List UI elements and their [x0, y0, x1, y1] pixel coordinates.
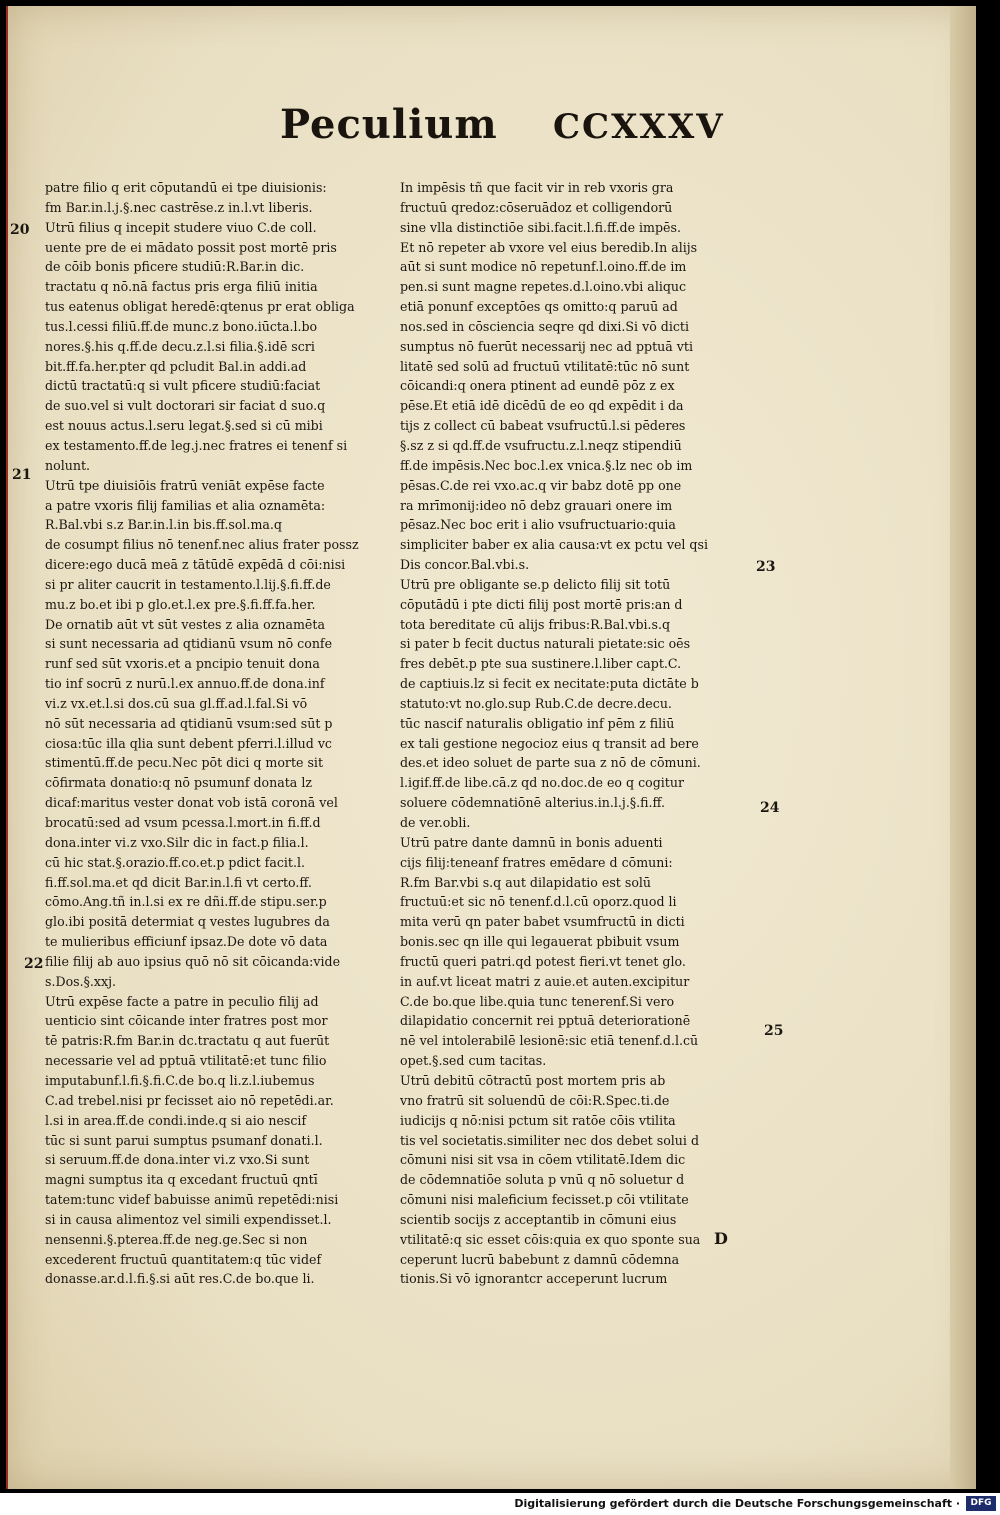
- left-text-column: [45, 178, 405, 1289]
- left-column-line: s.Dos.§.xxj.: [45, 973, 117, 989]
- right-column-line: pēse.Et etiā idē dicēdū de eo qd expēdit i da: [400, 398, 684, 414]
- right-column-line: iudicijs q nō:nisi pctum sit ratōe cōis vtilita: [400, 1112, 676, 1128]
- left-column-line: patre filio q erit cōputandū ei tpe diuisionis:: [45, 180, 327, 195]
- right-column-line: tota bereditate cū alijs fribus:R.Bal.vbi.s.q: [400, 616, 671, 632]
- right-column-line: de cōdemnatiōe soluta p vnū q nō soluetur d: [400, 1172, 685, 1188]
- right-column-line: litatē sed solū ad fructuū vtilitatē:tūc nō sunt: [400, 358, 690, 374]
- right-column-line: §.sz z si qd.ff.de vsufructu.z.l.neqz stipendiū: [400, 437, 682, 453]
- margin-number-23: 23: [756, 559, 776, 575]
- right-column-line: l.igif.ff.de libe.cā.z qd no.doc.de eo q cogitur: [400, 775, 684, 791]
- margin-number-25: 25: [764, 1023, 784, 1039]
- right-column-line: aūt si sunt modice nō repetunf.l.oino.ff.de im: [400, 259, 687, 275]
- left-column-line: de cosumpt filius nō tenenf.nec alius frater possz: [45, 537, 359, 553]
- left-column-line: a patre vxoris filij familias et alia oznamēta:: [45, 497, 326, 513]
- left-column-line: donasse.ar.d.l.fi.§.si aūt res.C.de bo.que li.: [45, 1271, 315, 1287]
- right-column-line: Et nō repeter ab vxore vel eius beredib.In alijs: [400, 239, 698, 255]
- right-column-line: vno fratrū sit soluendū de cōi:R.Spec.ti.de: [400, 1092, 670, 1108]
- right-column-line: fructuū:et sic nō tenenf.d.l.cū oporz.quod li: [400, 894, 677, 910]
- right-column-line: pēsaz.Nec boc erit i alio vsufructuario:quia: [400, 517, 676, 533]
- right-column-line: R.fm Bar.vbi s.q aut dilapidatio est solū: [400, 874, 652, 890]
- right-column-line: tis vel societatis.similiter nec dos debet solui d: [400, 1132, 700, 1148]
- left-column-line: mu.z bo.et ibi p glo.et.l.ex pre.§.fi.ff.fa.her.: [45, 596, 316, 612]
- right-column-line: tionis.Si vō ignorantcr acceperunt lucrum: [400, 1271, 668, 1287]
- margin-number-22: 22: [24, 956, 44, 972]
- right-column-line: opet.§.sed cum tacitas.: [400, 1053, 547, 1069]
- right-column-line: C.de bo.que libe.quia tunc tenerenf.Si vero: [400, 993, 675, 1009]
- signature-mark: D: [714, 1229, 728, 1248]
- left-column-line: cōfirmata donatio:q nō psumunf donata lz: [45, 775, 312, 791]
- right-column-line: cōputādū i pte dicti filij post mortē pris:an d: [400, 596, 683, 612]
- left-column-line: de cōib bonis pficere studiū:R.Bar.in dic.: [45, 259, 305, 275]
- left-column-line: Utrū filius q incepit studere viuo C.de coll.: [45, 219, 317, 235]
- left-column-line: si in causa alimentoz vel simili expendisset.l.: [45, 1211, 332, 1227]
- right-column-line: nē vel intolerabilē lesionē:sic etiā tenenf.d.l.cū: [400, 1033, 699, 1049]
- left-column-line: ciosa:tūc illa qlia sunt debent pferri.l.illud vc: [45, 735, 332, 751]
- right-column-line: sine vlla distinctiōe sibi.facit.l.fi.ff.de impēs.: [400, 219, 681, 235]
- right-column-line: cōicandi:q onera ptinent ad eundē pōz z ex: [400, 378, 675, 394]
- left-column-line: ex testamento.ff.de leg.j.nec fratres ei tenenf si: [45, 437, 348, 453]
- left-column-line: Utrū tpe diuisiōis fratrū veniāt expēse facte: [45, 477, 325, 493]
- left-column-line: R.Bal.vbi s.z Bar.in.l.in bis.ff.sol.ma.q: [45, 517, 282, 533]
- right-column-line: si pater b fecit ductus naturali pietate:sic oēs: [400, 636, 691, 652]
- left-column-line: nores.§.his q.ff.de decu.z.l.si filia.§.idē scri: [45, 338, 315, 354]
- margin-number-20: 20: [10, 222, 30, 238]
- right-column-line: bonis.sec qn ille qui legauerat pbibuit vsum: [400, 934, 680, 950]
- right-column-line: Dis concor.Bal.vbi.s.: [400, 557, 530, 573]
- left-column-line: magni sumptus ita q excedant fructuū qntī: [45, 1172, 318, 1188]
- right-column-line: simpliciter baber ex alia causa:vt ex pctu vel qsi: [400, 537, 708, 553]
- left-column-line: dona.inter vi.z vxo.Silr dic in fact.p filia.l.: [45, 834, 309, 850]
- left-column-line: est nouus actus.l.seru legat.§.sed si cū mibi: [45, 418, 323, 434]
- right-column-line: scientib socijs z acceptantib in cōmuni eius: [400, 1211, 677, 1227]
- left-column-line: tatem:tunc videf babuisse animū repetēdi:nisi: [45, 1192, 339, 1208]
- left-column-line: tus eatenus obligat heredē:qtenus pr erat obliga: [45, 299, 355, 315]
- left-column-line: uenticio sint cōicande inter fratres post mor: [45, 1013, 328, 1029]
- right-column-line: fructū queri patri.qd potest fieri.vt tenet glo.: [400, 953, 686, 969]
- right-column-line: cōmuni nisi maleficium fecisset.p cōi vtilitate: [400, 1192, 689, 1208]
- digitization-footer: [0, 1493, 1000, 1515]
- left-column-line: uente pre de ei mādato possit post mortē pris: [45, 239, 337, 255]
- left-column-line: C.ad trebel.nisi pr fecisset aio nō repetēdi.ar.: [45, 1092, 334, 1108]
- right-column-line: de ver.obli.: [400, 815, 471, 830]
- right-column-line: statuto:vt no.glo.sup Rub.C.de decre.decu.: [400, 695, 672, 711]
- left-column-line: tē patris:R.fm Bar.in dc.tractatu q aut fuerūt: [45, 1033, 330, 1049]
- left-column-line: stimentū.ff.de pecu.Nec pōt dici q morte sit: [45, 755, 324, 771]
- right-column-line: ff.de impēsis.Nec boc.l.ex vnica.§.lz nec ob im: [400, 457, 693, 473]
- right-column-line: In impēsis tñ que facit vir in reb vxoris gra: [400, 180, 674, 195]
- left-column-line: vi.z vx.et.l.si dos.cū sua gl.ff.ad.l.fal.Si vō: [45, 695, 308, 711]
- left-column-line: tio inf socrū z nurū.l.ex annuo.ff.de dona.inf: [45, 676, 325, 692]
- left-column-line: runf sed sūt vxoris.et a pncipio tenuit dona: [45, 656, 320, 672]
- right-column-line: soluere cōdemnatiōnē alterius.in.l.j.§.fi.ff.: [400, 795, 666, 811]
- left-column-line: si seruum.ff.de dona.inter vi.z vxo.Si sunt: [45, 1152, 310, 1168]
- right-column-line: cijs filij:teneanf fratres emēdare d cōmuni:: [400, 854, 673, 870]
- right-column-line: vtilitatē:q sic esset cōis:quia ex quo sponte sua: [400, 1231, 701, 1247]
- right-column-line: Utrū pre obligante se.p delicto filij sit totū: [400, 576, 671, 592]
- left-column-line: bit.ff.fa.her.pter qd pcludit Bal.in addi.ad: [45, 358, 307, 374]
- left-column-line: te mulieribus efficiunf ipsaz.De dote vō data: [45, 934, 328, 950]
- left-column-line: fi.ff.sol.ma.et qd dicit Bar.in.l.fi vt certo.ff.: [45, 874, 312, 890]
- page-header: [8, 101, 976, 161]
- left-column-line: nolunt.: [45, 457, 91, 473]
- right-column-line: cōmuni nisi sit vsa in cōem vtilitatē.Idem dic: [400, 1152, 686, 1168]
- book-page: [6, 6, 976, 1489]
- left-column-line: tractatu q nō.nā factus pris erga filiū initia: [45, 279, 318, 295]
- left-column-line: si sunt necessaria ad qtidianū vsum nō confe: [45, 636, 333, 652]
- right-column-line: ex tali gestione negocioz eius q transit ad bere: [400, 735, 699, 751]
- margin-number-21: 21: [12, 467, 32, 483]
- footer-credit: Digitalisierung gefördert durch die Deutsche Forschungsgemeinschaft ·: [514, 1497, 960, 1510]
- right-column-line: pen.si sunt magne repetes.d.l.oino.vbi aliquc: [400, 279, 687, 295]
- left-column-line: l.si in area.ff.de condi.inde.q si aio nescif: [45, 1112, 307, 1128]
- right-column-line: tijs z collect cū babeat vsufructū.l.si pēderes: [400, 418, 686, 434]
- right-column-line: tūc nascif naturalis obligatio inf pēm z filiū: [400, 715, 675, 731]
- right-column-line: in auf.vt liceat matri z auie.et auten.excipitur: [400, 973, 690, 989]
- page-spine-edge: [950, 6, 976, 1489]
- left-column-line: tus.l.cessi filiū.ff.de munc.z bono.iūcta.l.bo: [45, 318, 318, 334]
- left-column-line: filie filij ab auo ipsius quō nō sit cōicanda:vide: [45, 953, 341, 969]
- right-column-line: Utrū patre dante damnū in bonis aduenti: [400, 834, 663, 850]
- left-column-line: cōmo.Ang.tñ in.l.si ex re dñi.ff.de stipu.ser.p: [45, 894, 327, 910]
- margin-number-24: 24: [760, 800, 780, 816]
- right-column-line: pēsas.C.de rei vxo.ac.q vir babz dotē pp one: [400, 477, 682, 493]
- left-column-line: dicaf:maritus vester donat vob istā coronā vel: [45, 795, 338, 811]
- left-column-line: excederent fructuū quantitatem:q tūc videf: [45, 1251, 322, 1267]
- right-column-line: fres debēt.p pte sua sustinere.l.liber capt.C.: [400, 656, 682, 672]
- left-column-line: dicere:ego ducā meā z tātūdē expēdā d cōi:nisi: [45, 557, 346, 573]
- right-text-column: [400, 178, 754, 1289]
- left-column-line: dictū tractatū:q si vult pficere studiū:faciat: [45, 378, 321, 394]
- right-column-line: de captiuis.lz si fecit ex necitate:puta dictāte b: [400, 676, 699, 692]
- left-column-line: nensenni.§.pterea.ff.de neg.ge.Sec si non: [45, 1231, 308, 1247]
- right-column-line: mita verū qn pater babet vsumfructū in dicti: [400, 914, 685, 930]
- left-column-line: fm Bar.in.l.j.§.nec castrēse.z in.l.vt liberis.: [45, 199, 313, 215]
- right-column-line: etiā ponunf exceptōes qs omitto:q paruū ad: [400, 299, 678, 315]
- left-column-line: de suo.vel si vult doctorari sir faciat d suo.q: [45, 398, 326, 414]
- left-column-line: nō sūt necessaria ad qtidianū vsum:sed sūt p: [45, 715, 333, 731]
- right-column-line: des.et ideo soluet de parte sua z nō de cōmuni.: [400, 755, 701, 771]
- left-column-line: tūc si sunt parui sumptus psumanf donati.l.: [45, 1132, 323, 1148]
- right-column-line: ceperunt lucrū babebunt z damnū cōdemna: [400, 1251, 680, 1267]
- dfg-logo: DFG: [966, 1496, 996, 1511]
- left-column-line: glo.ibi positā determiat q vestes lugubres da: [45, 914, 330, 930]
- right-column-line: Utrū debitū cōtractū post mortem pris ab: [400, 1072, 666, 1088]
- folio-number: CCXXXV: [553, 107, 725, 147]
- left-column-line: Utrū expēse facte a patre in peculio filij ad: [45, 993, 319, 1009]
- right-column-line: dilapidatio concernit rei pptuā deteriorationē: [400, 1013, 691, 1029]
- left-column-line: cū hic stat.§.orazio.ff.co.et.p pdict facit.l.: [45, 854, 306, 870]
- right-column-line: nos.sed in cōsciencia seqre qd dixi.Si vō dicti: [400, 318, 690, 334]
- left-column-line: imputabunf.l.fi.§.fi.C.de bo.q li.z.l.iubemus: [45, 1072, 315, 1088]
- right-column-line: fructuū qredoz:cōseruādoz et colligendorū: [400, 199, 673, 215]
- left-column-line: De ornatib aūt vt sūt vestes z alia oznamēta: [45, 616, 325, 632]
- left-column-line: necessarie vel ad pptuā vtilitatē:et tunc filio: [45, 1053, 327, 1069]
- running-title: Peculium: [280, 101, 498, 148]
- left-column-line: brocatū:sed ad vsum pcessa.l.mort.in fi.ff.d: [45, 815, 321, 830]
- right-column-line: sumptus nō fuerūt necessarij nec ad pptuā vti: [400, 338, 693, 354]
- left-column-line: si pr aliter caucrit in testamento.l.lij.§.fi.ff.de: [45, 576, 331, 592]
- right-column-line: ra mrīmonij:ideo nō debz grauari onere im: [400, 497, 673, 513]
